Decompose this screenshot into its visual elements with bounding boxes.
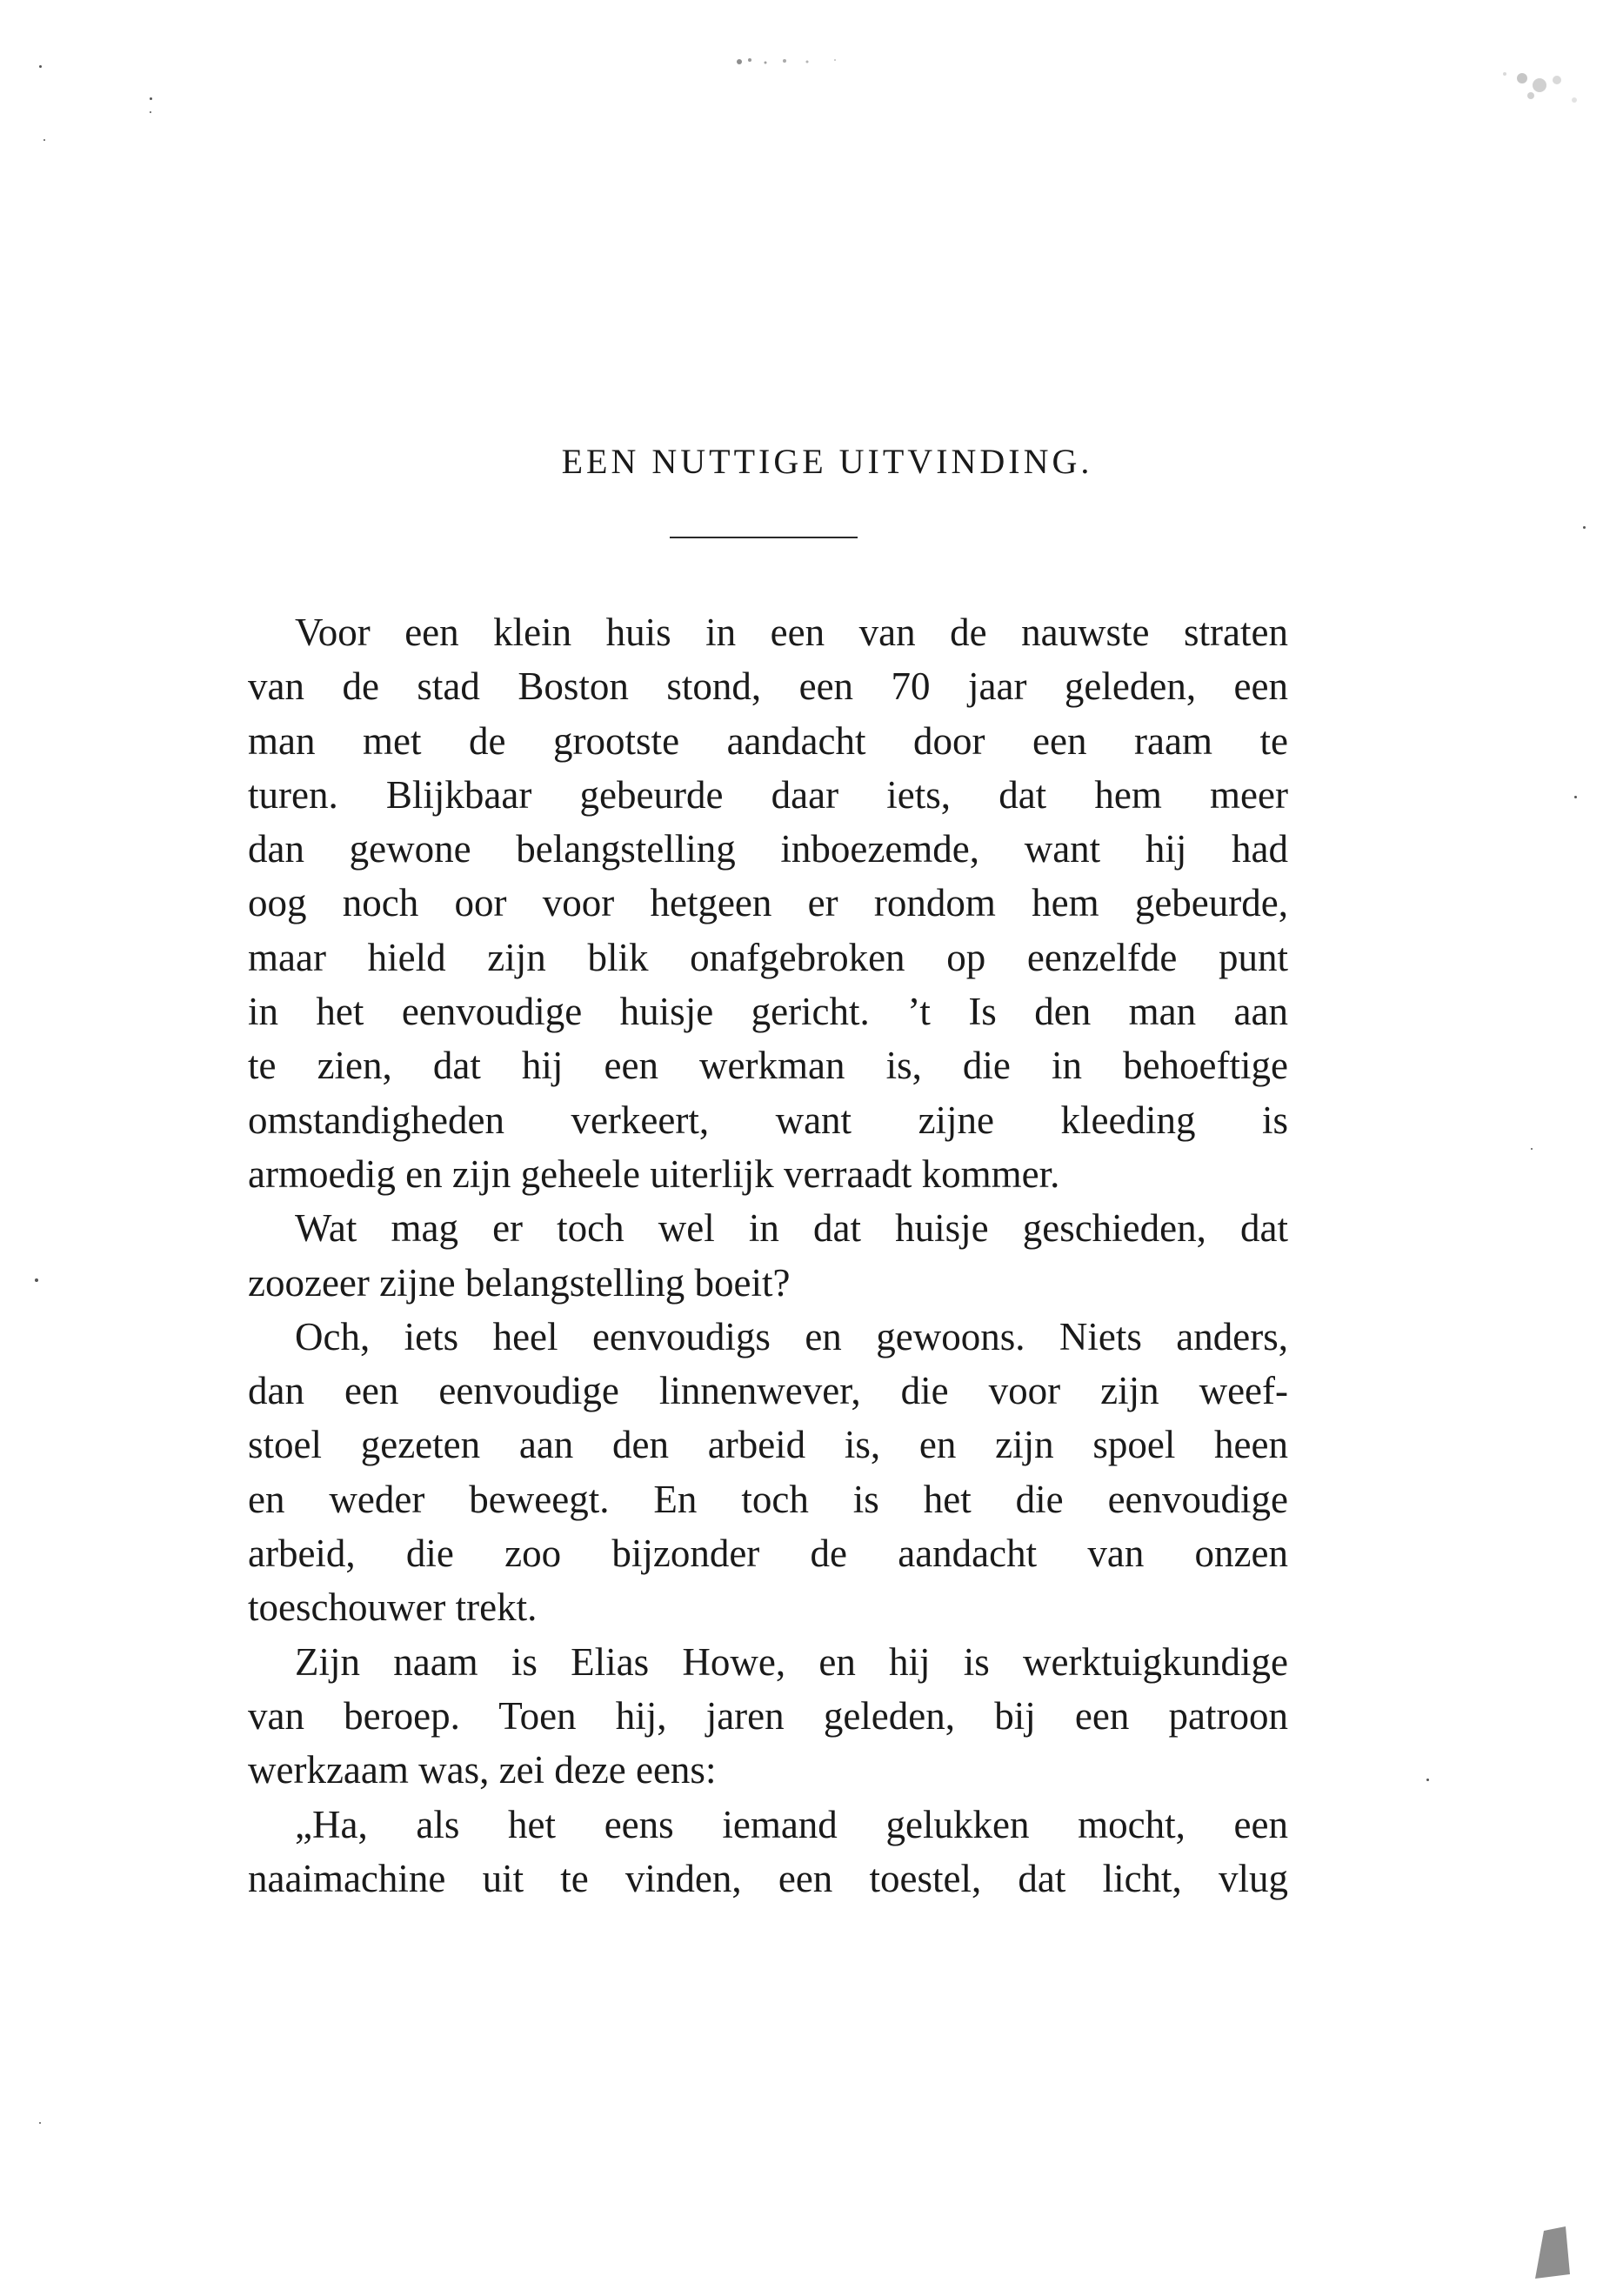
body-text bbox=[248, 605, 1288, 1906]
text-line: „Ha, als het eens iemand gelukken mocht, een bbox=[295, 1802, 1288, 1846]
text-line: Zijn naam is Elias Howe, en hij is werktuigkundige bbox=[295, 1639, 1288, 1684]
text-line: oog noch oor voor hetgeen er rondom hem gebeurde, bbox=[248, 881, 1288, 925]
text-line: werkzaam was, zei deze eens: bbox=[248, 1748, 717, 1792]
text-line: stoel gezeten aan den arbeid is, en zijn spoel heen bbox=[248, 1423, 1288, 1467]
text-line: man met de grootste aandacht door een raam te bbox=[248, 718, 1288, 763]
scan-speck bbox=[150, 97, 152, 100]
text-line: te zien, dat hij een werkman is, die in behoeftige bbox=[248, 1044, 1288, 1088]
text-line: in het eenvoudige huisje gericht. ’t Is den man aan bbox=[248, 990, 1288, 1034]
text-line: dan gewone belangstelling inboezemde, want hij had bbox=[248, 827, 1288, 871]
scan-speck bbox=[150, 111, 151, 113]
text-line: turen. Blijkbaar gebeurde daar iets, dat hem meer bbox=[248, 772, 1288, 817]
scan-smudge-top-right bbox=[1470, 61, 1600, 130]
scan-smudge-top-center-graphic bbox=[731, 55, 861, 67]
scan-speck bbox=[1583, 526, 1586, 529]
text-line: Voor een klein huis in een van de nauwste straten bbox=[295, 611, 1288, 654]
text-line: Wat mag er toch wel in dat huisje geschieden, dat bbox=[295, 1206, 1288, 1251]
text-line: van beroep. Toen hij, jaren geleden, bij een patroon bbox=[248, 1693, 1288, 1738]
text-line: maar hield zijn blik onafgebroken op eenzelfde punt bbox=[248, 935, 1288, 979]
scan-speck bbox=[35, 1278, 38, 1282]
text-line: naaimachine uit te vinden, een toestel, dat licht, vlug bbox=[248, 1856, 1288, 1900]
text-line: en weder beweegt. En toch is het die eenvoudige bbox=[248, 1477, 1288, 1521]
scan-speck bbox=[43, 139, 45, 141]
scan-speck bbox=[39, 65, 42, 68]
scan-speck bbox=[1574, 796, 1577, 798]
scan-speck bbox=[39, 2122, 41, 2124]
scan-smudge-bottom-right-graphic bbox=[1526, 2222, 1579, 2283]
text-line: zoozeer zijne belangstelling boeit? bbox=[248, 1260, 791, 1305]
scan-smudge-bottom-right bbox=[1526, 2222, 1579, 2283]
chapter-title: EEN NUTTIGE UITVINDING. bbox=[561, 442, 1093, 481]
text-line: arbeid, die zoo bijzonder de aandacht van onzen bbox=[248, 1532, 1288, 1576]
scan-speck bbox=[1531, 1148, 1533, 1150]
text-line: omstandigheden verkeert, want zijne kleeding is bbox=[248, 1098, 1288, 1142]
scan-speck bbox=[1426, 1779, 1429, 1781]
text-line: toeschouwer trekt. bbox=[248, 1585, 538, 1630]
title-divider bbox=[670, 537, 858, 538]
scan-smudge-top-right-graphic bbox=[1470, 61, 1600, 130]
text-line: van de stad Boston stond, een 70 jaar geleden, een bbox=[248, 664, 1288, 709]
scan-smudge-top-center bbox=[731, 54, 861, 66]
text-line: Och, iets heel eenvoudigs en gewoons. Niets anders, bbox=[295, 1314, 1288, 1358]
text-line: armoedig en zijn geheele uiterlijk verraadt kommer. bbox=[248, 1151, 1060, 1196]
text-line: dan een eenvoudige linnenwever, die voor zijn weef- bbox=[248, 1369, 1288, 1413]
